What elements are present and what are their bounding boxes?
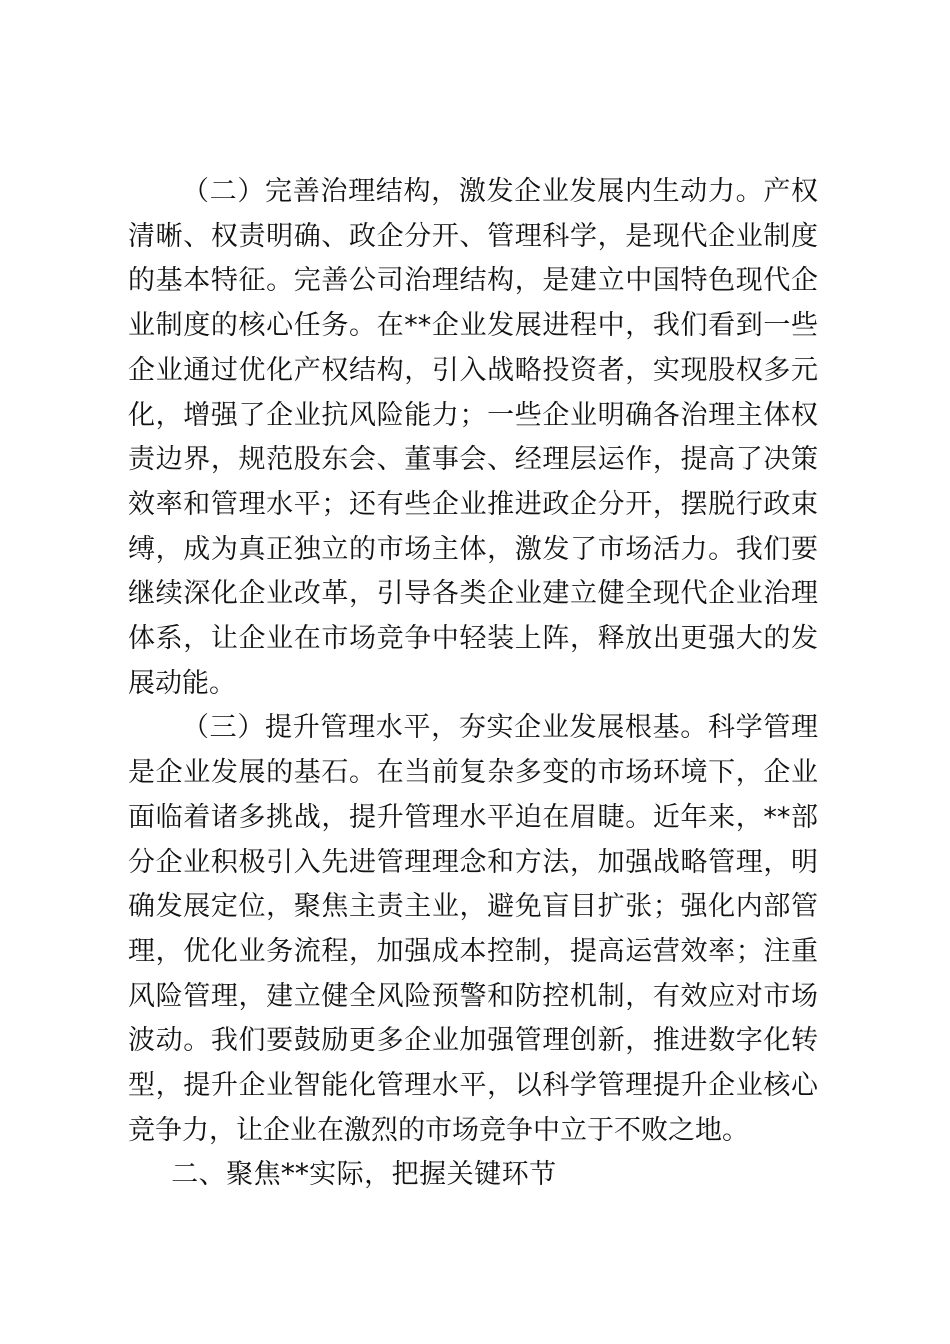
paragraph-governance-structure: （二）完善治理结构，激发企业发展内生动力。产权清晰、权责明确、政企分开、管理科学，是现代企业制度的基本特征。完善公司治理结构，是建立中国特色现代企业制度的核心任务。在**企业发展进程中，我们看到一些企业通过优化产权结构，引入战略投资者，实现股权多元化，增强了企业抗风险能力；一些企业明确各治理主体权责边界，规范股东会、董事会、经理层运作，提高了决策效率和管理水平；还有些企业推进政企分开，摆脱行政束缚，成为真正独立的市场主体，激发了市场活力。我们要继续深化企业改革，引导各类企业建立健全现代企业治理体系，让企业在市场竞争中轻装上阵，释放出更强大的发展动能。: [128, 176, 818, 699]
paragraph-management-level: （三）提升管理水平，夯实企业发展根基。科学管理是企业发展的基石。在当前复杂多变的市场环境下，企业面临着诸多挑战，提升管理水平迫在眉睫。近年来，**部分企业积极引入先进管理理念和方法，加强战略管理，明确发展定位，聚焦主责主业，避免盲目扩张；强化内部管理，优化业务流程，加强成本控制，提高运营效率；注重风险管理，建立健全风险预警和防控机制，有效应对市场波动。我们要鼓励更多企业加强管理创新，推进数字化转型，提升企业智能化管理水平，以科学管理提升企业核心竞争力，让企业在激烈的市场竞争中立于不败之地。: [128, 712, 818, 1146]
section-heading: 二、聚焦**实际，把握关键环节: [171, 1159, 557, 1191]
document-body: [128, 170, 818, 1198]
